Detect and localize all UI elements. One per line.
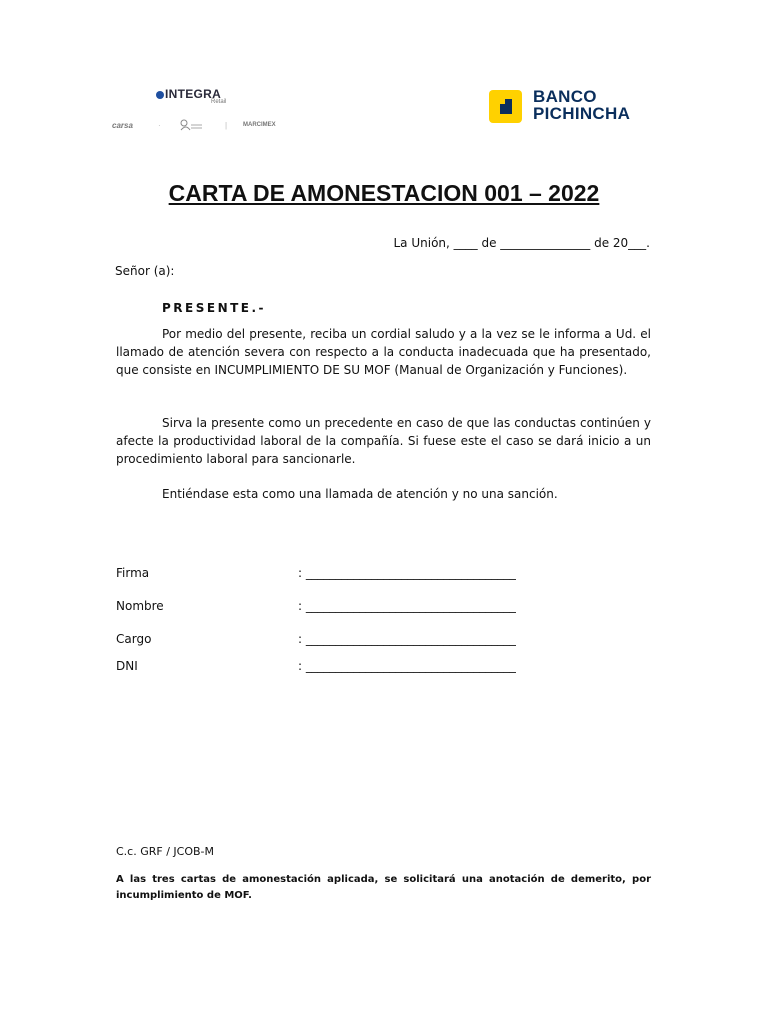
presente-heading: PRESENTE.- (162, 301, 267, 315)
integra-logo (156, 88, 236, 108)
footer-note: A las tres cartas de amonestación aplicada, se solicitará una anotación de demerito, por incumplimiento de MOF. (116, 874, 651, 901)
integra-dot-icon (156, 91, 164, 99)
marcimex-logo: MARCIMEX (243, 122, 276, 128)
carsa-logo: carsa (112, 121, 133, 130)
field-line-dni: : ___________________________________ (298, 659, 516, 673)
integra-logo-text: INTEGRA (165, 87, 222, 101)
field-label-dni: DNI (116, 659, 138, 673)
pichincha-mark-icon (489, 90, 522, 123)
field-line-nombre: : ___________________________________ (298, 599, 516, 613)
sub-brand-logos (112, 118, 282, 136)
paragraph-2: Sirva la presente como un precedente en caso de que las conductas continúen y afecte la productividad laboral de la compañía. Si fuese este el caso se dará inicio a un procedimiento laboral para sancionarle. (116, 416, 651, 466)
integra-logo-sub: Retail (211, 99, 227, 105)
logo-separator: · (158, 121, 161, 130)
field-line-firma: : ___________________________________ (298, 566, 516, 580)
letter-title: CARTA DE AMONESTACION 001 – 2022 (168, 180, 600, 206)
paragraph-3: Entiéndase esta como una llamada de atención y no una sanción. (162, 487, 558, 501)
banco-pichincha-logo (489, 87, 659, 124)
banco-pichincha-text: BANCO PICHINCHA (533, 87, 631, 123)
paragraph-1: Por medio del presente, reciba un cordial saludo y a la vez se le informa a Ud. el llamado de atención severa con respecto a la conducta inadecuada que ha presentado, que consiste en INCUMPLIMIENTO DE SU MOF (Manual de Organización y Funciones). (116, 327, 651, 377)
salutation: Señor (a): (115, 264, 175, 278)
field-label-firma: Firma (116, 566, 150, 580)
date-line: La Unión, ____ de _______________ de 20___. (393, 236, 650, 250)
field-line-cargo: : ___________________________________ (298, 632, 516, 646)
logo-separator: | (225, 121, 228, 130)
field-label-cargo: Cargo (116, 632, 152, 646)
middle-brand-logo-icon (178, 118, 204, 136)
field-label-nombre: Nombre (116, 599, 164, 613)
carbon-copy: C.c. GRF / JCOB-M (116, 845, 215, 858)
